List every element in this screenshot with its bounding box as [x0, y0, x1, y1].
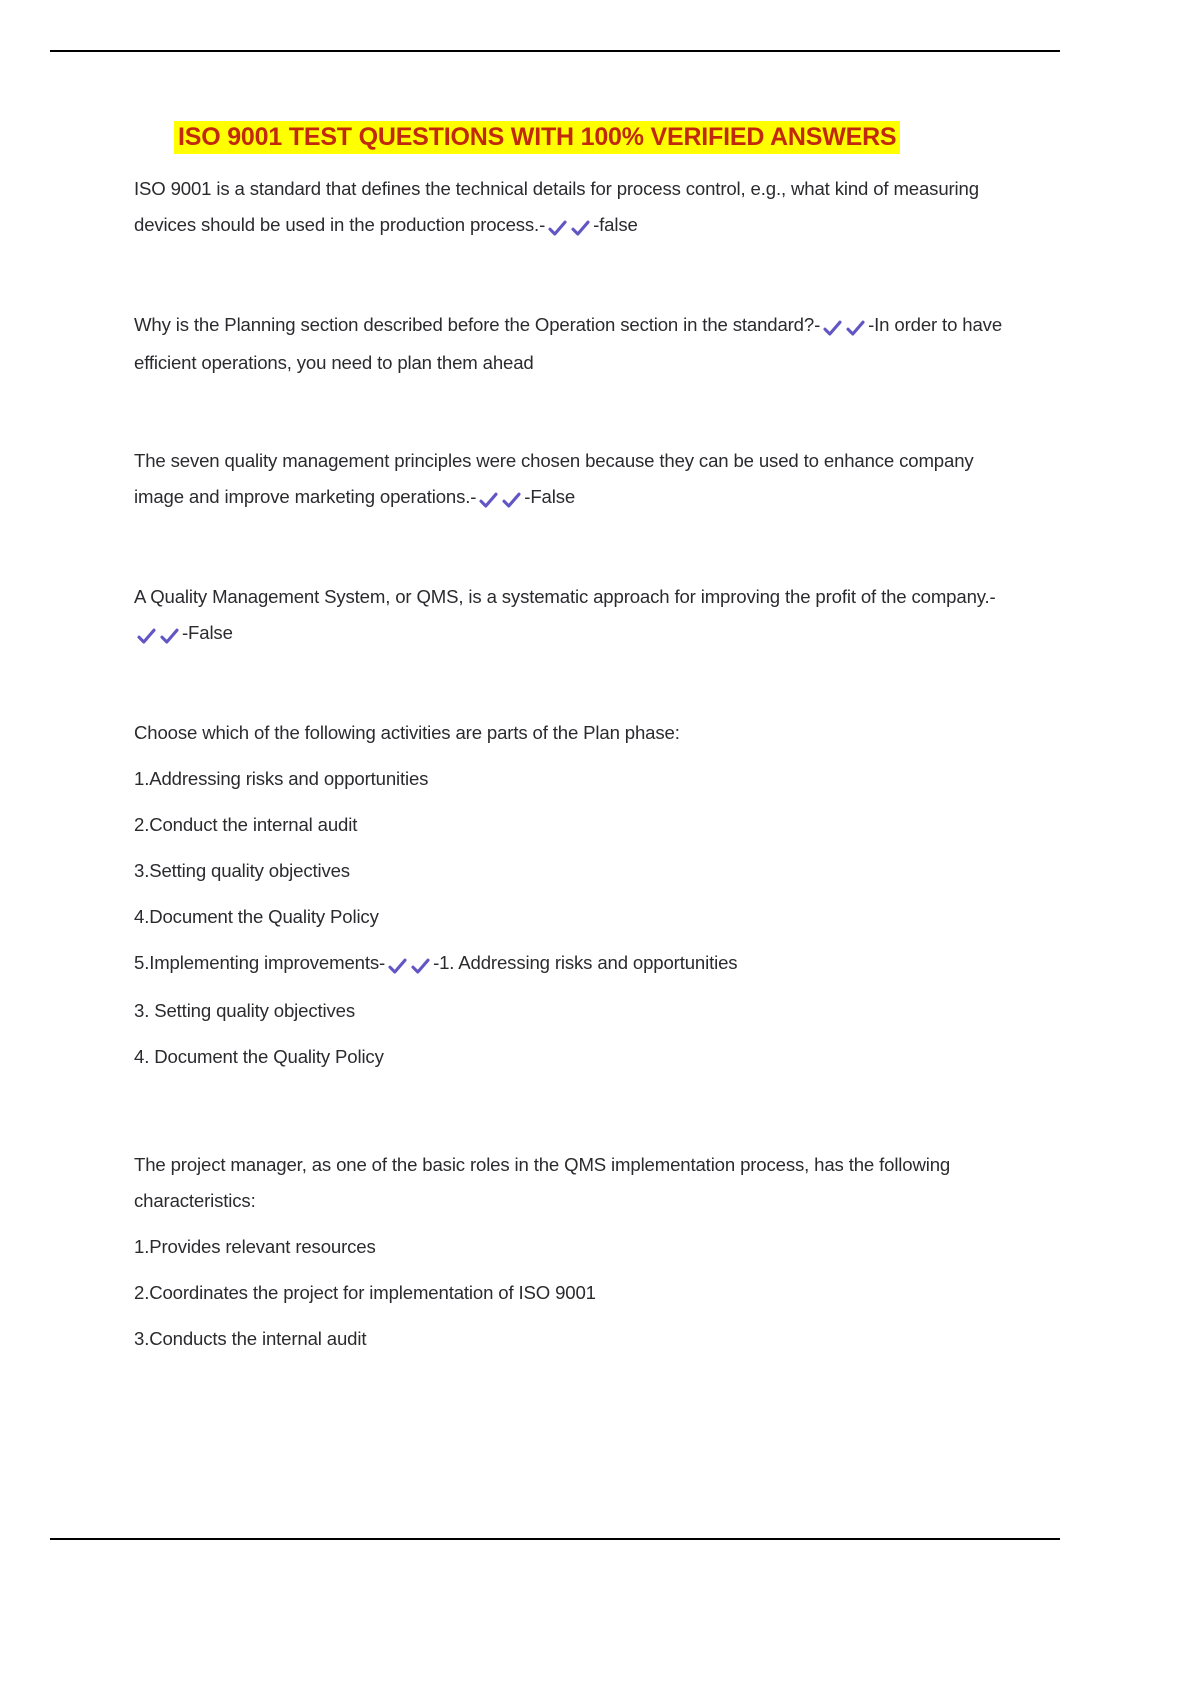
answer-text-2: -In order to have efficient operations, you need to plan them ahead [134, 313, 1003, 373]
separator-4: - [989, 585, 996, 607]
separator-2: - [814, 313, 821, 335]
plan-phase-prompt: Choose which of the following activities are parts of the Plan phase: [134, 721, 680, 743]
check-icon [410, 956, 431, 976]
spacer [134, 1219, 1006, 1229]
document-content [134, 118, 1006, 1367]
list-item: 2.Conduct the internal audit [134, 813, 358, 835]
separator-1: - [539, 213, 546, 235]
question-text-2: Why is the Planning section described before the Operation section in the standard? [134, 313, 815, 335]
answer-text-1: -false [593, 213, 638, 235]
double-check-icon-5 [386, 947, 432, 983]
plan-phase-answer-line [134, 945, 1006, 993]
double-check-icon-3 [477, 481, 523, 517]
question-text-4: A Quality Management System, or QMS, is a systematic approach for improving the profit of the company. [134, 585, 990, 607]
list-item: 3.Conducts the internal audit [134, 1327, 367, 1349]
list-item: 3.Setting quality objectives [134, 859, 350, 881]
check-icon [547, 218, 568, 238]
spacer [134, 245, 1006, 307]
plan-phase-answer-inline: -1. Addressing risks and opportunities [433, 951, 738, 973]
plan-phase-last-option: 5.Implementing improvements [134, 951, 380, 973]
footer-rule [50, 1538, 1060, 1540]
page-title: ISO 9001 TEST QUESTIONS WITH 100% VERIFIED ANSWERS [174, 121, 900, 154]
question-text-3: The seven quality management principles were chosen because they can be used to enhance company image and improve marketing operations. [134, 449, 974, 507]
list-item: 4.Document the Quality Policy [134, 905, 379, 927]
spacer [134, 751, 1006, 761]
list-item: 1.Provides relevant resources [134, 1235, 376, 1257]
check-icon [159, 626, 180, 646]
header-rule [50, 50, 1060, 52]
check-icon [570, 218, 591, 238]
question-block-2 [134, 307, 1006, 381]
spacer [134, 517, 1006, 579]
project-manager-prompt: The project manager, as one of the basic roles in the QMS implementation process, has the following characteristics: [134, 1153, 951, 1211]
spacer [134, 1085, 1006, 1147]
separator-3: - [470, 485, 477, 507]
answer-text-4: -False [182, 621, 233, 643]
check-icon [387, 956, 408, 976]
separator-5: - [379, 951, 386, 973]
double-check-icon-1 [546, 209, 592, 245]
question-block-4 [134, 579, 1006, 653]
list-item: 4. Document the Quality Policy [134, 1045, 384, 1067]
double-check-icon-2 [821, 309, 867, 345]
spacer [134, 381, 1006, 443]
double-check-icon-4 [135, 617, 181, 653]
spacer [134, 653, 1006, 715]
question-block-3 [134, 443, 1006, 517]
question-block-1 [134, 171, 1006, 245]
check-icon [478, 490, 499, 510]
list-item: 2.Coordinates the project for implementation of ISO 9001 [134, 1281, 596, 1303]
question-text-1: ISO 9001 is a standard that defines the technical details for process control, e.g., what kind of measuring devices should be used in the production process. [134, 177, 979, 235]
check-icon [822, 318, 843, 338]
page-title-row [134, 118, 1006, 157]
check-icon [845, 318, 866, 338]
answer-text-3: -False [524, 485, 576, 507]
check-icon [501, 490, 522, 510]
list-item: 1.Addressing risks and opportunities [134, 767, 429, 789]
list-item: 3. Setting quality objectives [134, 999, 355, 1021]
check-icon [136, 626, 157, 646]
